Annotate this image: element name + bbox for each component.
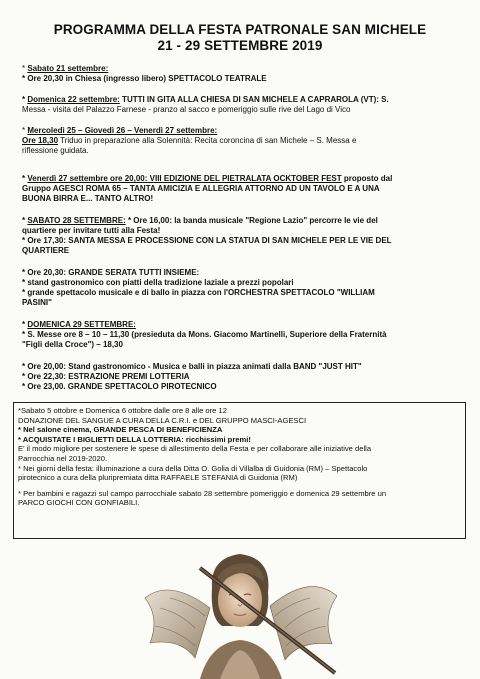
flyer-dates: 21 - 29 SETTEMBRE 2019 xyxy=(157,38,323,53)
sat28-text2: quartiere per invitare tutti alla Festa! xyxy=(22,226,161,235)
sun29-line2: "Figli della Croce") – 18,30 xyxy=(22,340,123,349)
box-line1: *Sabato 5 ottobre e Domenica 6 ottobre dalle ore 8 alle ore 12 xyxy=(18,406,227,415)
box-line8: pirotecnico a cura della pluripremiata ditta RAFFAELE STEFANIA di Guidonia (RM) xyxy=(18,473,298,483)
box-line10: PARCO GIOCHI CON GONFIABILI. xyxy=(18,498,140,508)
triduo-text2: riflessione guidata. xyxy=(22,146,89,155)
evening-line3: * grande spettacolo musicale e di ballo in piazza con l'ORCHESTRA SPETTACOLO "WILLIAM xyxy=(22,288,375,297)
sat21-date: Sabato 21 settembre: xyxy=(27,64,109,73)
sun22-text2: Messa - visita del Palazzo Farnese - pranzo al sacco e pomeriggio sulle rive del Lago di Vico xyxy=(22,105,351,114)
fri27-text2: Gruppo AGESCI ROMA 65 – TANTA AMICIZIA E ALLEGRIA ATTORNO AD UN TAVOLO E A UNA xyxy=(22,184,380,193)
section-evening xyxy=(22,268,462,308)
fri27-text1b: proposto dal xyxy=(341,174,393,183)
sun22-text1: TUTTI IN GITA ALLA CHIESA DI SAN MICHELE A CAPRAROLA (VT): S. xyxy=(119,95,389,104)
section-triduo: * Mercoledì 25 – Giovedì 26 – Venerdì 27 settembre: Ore 18,30 Triduo in preparazione alla Solennità: Recita coroncina di san Michele – S. Messa e riflessione guidata. xyxy=(22,126,462,156)
fri27-text3: BUONA BIRRA E... TANTO ALTRO! xyxy=(22,194,154,203)
section-finale xyxy=(22,362,462,392)
sat28-text4: QUARTIERE xyxy=(22,246,70,255)
box-line6: Parrocchia nel 2019-2020. xyxy=(18,453,108,463)
box-line3: * Nel salone cinema, GRANDE PESCA DI BENEFICIENZA xyxy=(18,425,223,435)
evening-line1: * Ore 20,30: GRANDE SERATA TUTTI INSIEME: xyxy=(22,268,200,277)
sat28-text3: * Ore 17,30: SANTA MESSA E PROCESSIONE CON LA STATUA DI SAN MICHELE PER LE VIE DEL xyxy=(22,236,392,245)
fri27-date: Venerdì 27 settembre ore 20,00: xyxy=(27,174,148,183)
box-line5: E' il modo migliore per sostenere le spese di allestimento della Festa e per collaborare alle iniziative della xyxy=(18,444,372,454)
box-line4: * ACQUISTATE I BIGLIETTI DELLA LOTTERIA: ricchissimi premi! xyxy=(18,434,251,444)
evening-line2: * stand gastronomico con piatti della tradizione laziale a prezzi popolari xyxy=(22,278,294,287)
finale-line1: * Ore 20,00: Stand gastronomico - Musica e balli in piazza animati dalla BAND "JUST HIT" xyxy=(22,362,362,371)
fri27-event: VIII EDIZIONE DEL PIETRALATA OCKTOBER FEST xyxy=(147,174,342,183)
sun22-date: Domenica 22 settembre: xyxy=(27,95,120,104)
section-sun29: * DOMENICA 29 SETTEMBRE: * S. Messe ore 8 – 10 – 11,30 (presieduta da Mons. Giacomo Martinelli, Superiore della Fraternità "Figli della Croce") – 18,30 xyxy=(22,320,462,350)
sat21-line1: * Ore 20,30 in Chiesa (ingresso libero) SPETTACOLO TEATRALE xyxy=(22,74,267,83)
evening-line4: PASINI" xyxy=(22,298,52,307)
section-sat28: * SABATO 28 SETTEMBRE: * Ore 16,00: la banda musicale "Regione Lazio" percorre le vie del quartiere per invitare tutti alla Festa! * Ore 17,30: SANTA MESSA E PROCESSIONE CON LA STATUA DI SAN MICHELE PER LE VIE DEL QUARTIERE xyxy=(22,216,462,256)
san-michele-angel-illustration xyxy=(140,548,340,679)
finale-line3: * Ore 23,00. GRANDE SPETTACOLO PIROTECNICO xyxy=(22,382,217,391)
finale-line2: * Ore 22,30: ESTRAZIONE PREMI LOTTERIA xyxy=(22,372,190,381)
info-box xyxy=(13,402,466,539)
triduo-text1: Triduo in preparazione alla Solennità: Recita coroncina di san Michele – S. Messa e xyxy=(58,136,357,145)
box-line7: * Nei giorni della festa: illuminazione a cura della Ditta O. Golia di Villalba di Guidonia (RM) – Spettacolo xyxy=(18,463,368,473)
box-line9: * Per bambini e ragazzi sul campo parrocchiale sabato 28 settembre pomeriggio e domenica 29 settembre un xyxy=(18,488,387,498)
sat28-text1: * Ore 16,00: la banda musicale "Regione Lazio" percorre le vie del xyxy=(125,216,378,225)
triduo-time: Ore 18,30 xyxy=(22,136,59,145)
flyer-title: PROGRAMMA DELLA FESTA PATRONALE SAN MICHELE xyxy=(53,22,427,37)
sun29-date: DOMENICA 29 SETTEMBRE: xyxy=(27,320,136,329)
section-sun22: * Domenica 22 settembre: TUTTI IN GITA ALLA CHIESA DI SAN MICHELE A CAPRAROLA (VT): S. Messa - visita del Palazzo Farnese - pranzo al sacco e pomeriggio sulle rive del Lago di Vico xyxy=(22,95,462,115)
sat28-date: SABATO 28 SETTEMBRE: xyxy=(27,216,126,225)
box-line2: DONAZIONE DEL SANGUE A CURA DELLA C.R.I. e DEL GRUPPO MASCI-AGESCI xyxy=(18,415,307,425)
sun29-line1: * S. Messe ore 8 – 10 – 11,30 (presieduta da Mons. Giacomo Martinelli, Superiore della Fraternità xyxy=(22,330,387,339)
section-fri27: * Venerdì 27 settembre ore 20,00: VIII EDIZIONE DEL PIETRALATA OCKTOBER FEST proposto dal Gruppo AGESCI ROMA 65 – TANTA AMICIZIA E ALLEGRIA ATTORNO AD UN TAVOLO E A UNA BUONA BIRRA E... TANTO ALTRO! xyxy=(22,174,462,204)
triduo-dates: Mercoledì 25 – Giovedì 26 – Venerdì 27 settembre: xyxy=(27,126,218,135)
section-sat21: * Sabato 21 settembre: * Ore 20,30 in Chiesa (ingresso libero) SPETTACOLO TEATRALE xyxy=(22,64,462,84)
